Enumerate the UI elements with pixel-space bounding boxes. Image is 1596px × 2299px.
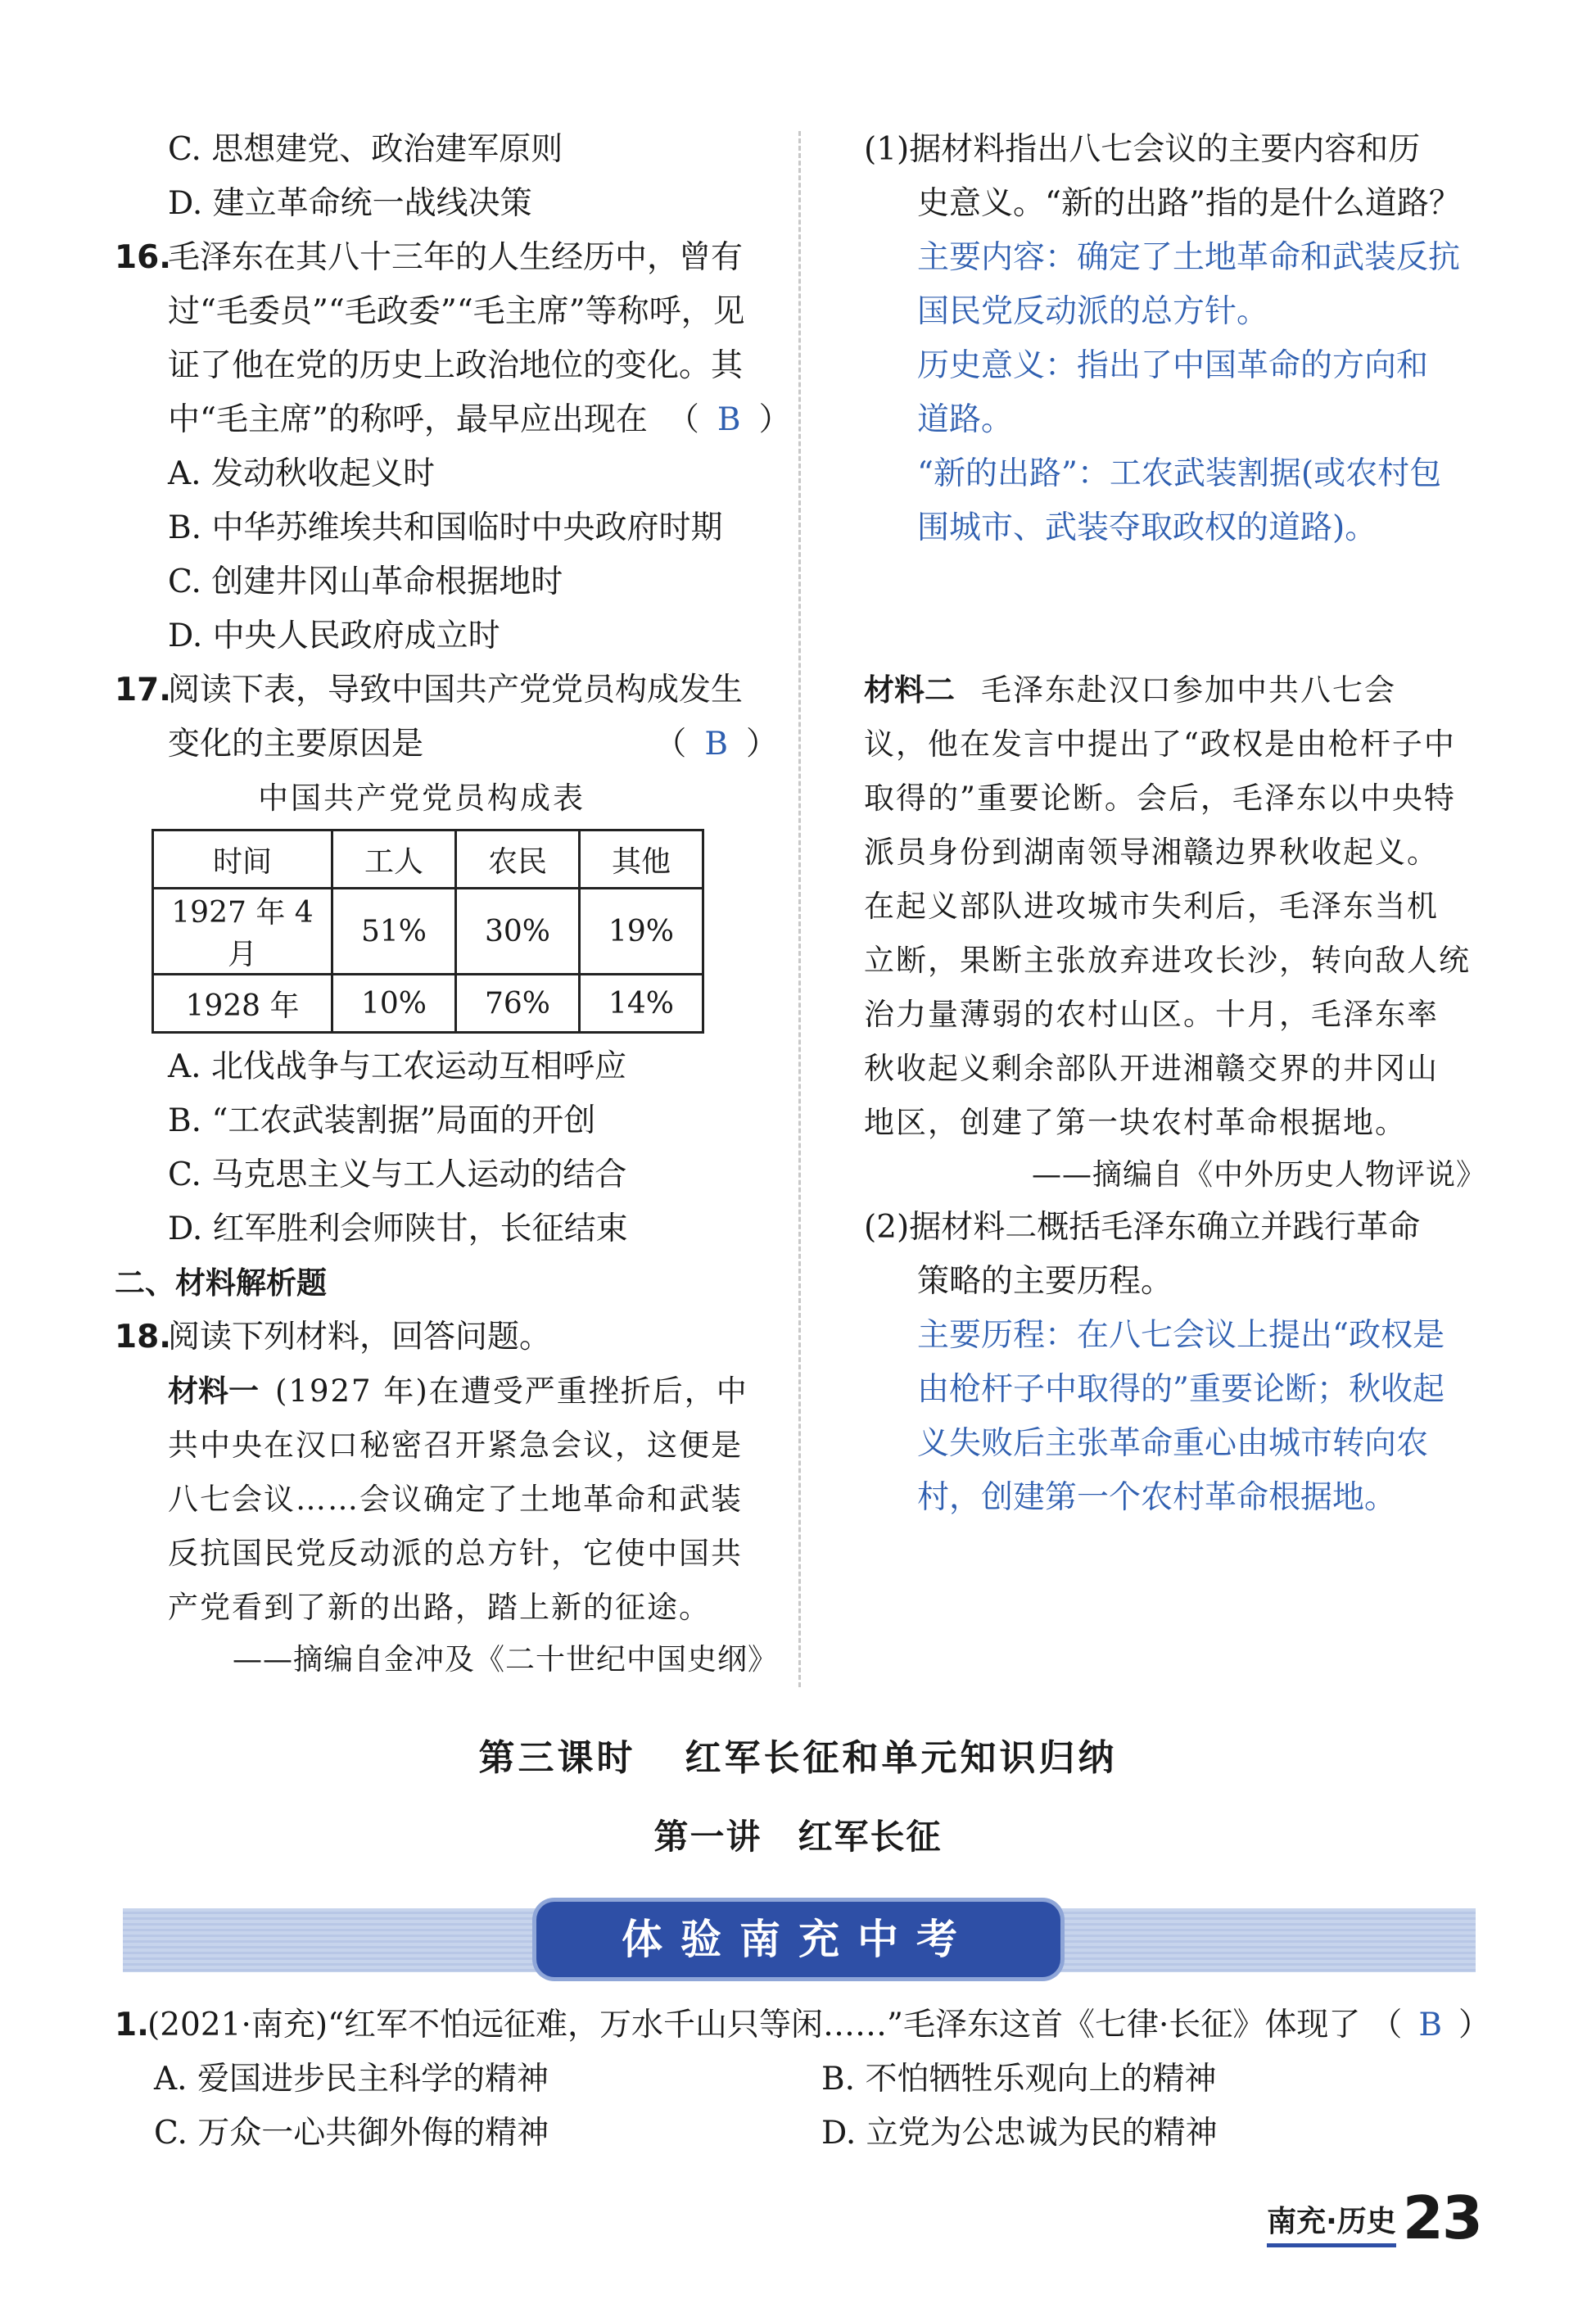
q17-number: 17. xyxy=(115,672,172,708)
sub2-question-line2: 策略的主要历程。 xyxy=(917,1263,1173,1300)
sub2-question-line1: (2)据材料二概括毛泽东确立并践行革命 xyxy=(864,1209,1421,1246)
bq1-option-d: D. 立党为公忠诚为民的精神 xyxy=(821,2115,1218,2152)
lecture-title xyxy=(0,1810,1596,1859)
sub2-answer-line: 主要历程：在八七会议上提出“政权是 xyxy=(917,1317,1445,1354)
section-2 xyxy=(115,1256,778,1686)
right-column xyxy=(864,123,1486,1525)
paren-open: （ xyxy=(1370,2007,1403,2043)
paren-open: （ xyxy=(654,726,687,763)
q18-number: 18. xyxy=(115,1319,172,1355)
bq1-option-b: B. 不怕牺牲乐观向上的精神 xyxy=(821,2061,1217,2098)
q17-option-a: A. 北伐战争与工农运动互相呼应 xyxy=(168,1048,626,1085)
q16-option-a: A. 发动秋收起义时 xyxy=(168,455,435,492)
q16-option-d: D. 中央人民政府成立时 xyxy=(168,618,500,654)
lesson-title-part2: 红军长征和单元知识归纳 xyxy=(685,1737,1118,1779)
footer-label: 南充·历史 xyxy=(1267,2204,1396,2247)
page-footer xyxy=(1267,2184,1481,2252)
table-cell: 1927 年 4 月 xyxy=(153,889,332,975)
table-cell: 19% xyxy=(580,889,703,975)
sub1-answer-line: 历史意义：指出了中国革命的方向和 xyxy=(917,347,1429,384)
q17-text-1: 阅读下表，导致中国共产党党员构成发生 xyxy=(168,672,744,708)
mat2-line: 立断，果断主张放弃进攻长沙，转向敌人统 xyxy=(864,943,1471,978)
q16-text-4: 中“毛主席”的称呼，最早应出现在 xyxy=(168,401,648,438)
q15-option-d: D. 建立革命统一战线决策 xyxy=(168,185,532,222)
q16-stem-line2: 过“毛委员”“毛政委”“毛主席”等称呼，见 xyxy=(168,293,745,330)
sub1-answer-line: 围城市、武装夺取政权的道路)。 xyxy=(917,509,1377,546)
mat2-line: 在起义部队进攻城市失利后，毛泽东当机 xyxy=(864,889,1439,924)
sub1-question-line1: (1)据材料指出八七会议的主要内容和历 xyxy=(864,131,1421,168)
material-1 xyxy=(168,1364,778,1686)
answer-space xyxy=(864,555,1486,663)
paren-close: ） xyxy=(745,726,778,763)
mat2-source: ——摘编自《中外历史人物评说》 xyxy=(1031,1158,1486,1192)
bq1-text: (2021·南充)“红军不怕远征难，万水千山只等闲……”毛泽东这首《七律·长征》体现了 xyxy=(147,2007,1361,2043)
table-header-cell: 农民 xyxy=(456,830,580,889)
table-header-cell: 时间 xyxy=(153,830,332,889)
sub2-answer-line: 村，创建第一个农村革命根据地。 xyxy=(917,1479,1397,1516)
section-banner-text: 体验南充中考 xyxy=(622,1916,975,1963)
table-caption: 中国共产党党员构成表 xyxy=(258,781,586,816)
mat1-text-1: (1927 年)在遭受严重挫折后，中 xyxy=(275,1374,748,1409)
table-cell: 1928 年 xyxy=(153,975,332,1033)
table-row xyxy=(153,889,703,975)
table-row xyxy=(153,975,703,1033)
q17-answer: B xyxy=(704,726,728,763)
table-header-cell: 其他 xyxy=(580,830,703,889)
q17-stem-line2 xyxy=(168,717,778,772)
page-number: 23 xyxy=(1402,2184,1481,2252)
sub1-answer-line: 道路。 xyxy=(917,401,1014,438)
q16-number: 16. xyxy=(115,239,172,276)
q16-stem-line3: 证了他在党的历史上政治地位的变化。其 xyxy=(168,347,744,384)
bq1-stem-text xyxy=(115,1998,1360,2052)
q16-stem-line1 xyxy=(115,231,778,285)
bq1-number: 1. xyxy=(115,2007,149,2043)
lecture-title-part2: 红军长征 xyxy=(798,1817,943,1857)
mat1-source: ——摘编自金冲及《二十世纪中国史纲》 xyxy=(232,1643,778,1677)
q17-option-b: B. “工农武装割据”局面的开创 xyxy=(168,1102,596,1139)
q16-stem-line4 xyxy=(168,393,791,447)
question-16 xyxy=(115,231,791,663)
mat1-line2: 共中央在汉口秘密召开紧急会议，这便是 xyxy=(168,1428,743,1463)
mat2-line: 议，他在发言中提出了“政权是由枪杆子中 xyxy=(864,726,1456,762)
section-heading: 二、材料解析题 xyxy=(115,1265,327,1301)
sub1-answer-line: 国民党反动派的总方针。 xyxy=(917,293,1269,330)
bq1-answer: B xyxy=(1418,2007,1442,2043)
sub1-answer-line: 主要内容：确定了土地革命和武装反抗 xyxy=(917,239,1461,276)
q17-stem-line1 xyxy=(115,663,778,717)
table-cell: 76% xyxy=(456,975,580,1033)
q17-text-2: 变化的主要原因是 xyxy=(168,726,424,763)
mat1-line1 xyxy=(168,1364,778,1419)
bq1-option-a: A. 爱国进步民主科学的精神 xyxy=(154,2061,549,2098)
q17-option-d: D. 红军胜利会师陕甘，长征结束 xyxy=(168,1211,628,1247)
table-cell: 51% xyxy=(332,889,456,975)
table-cell: 14% xyxy=(580,975,703,1033)
q17-option-c: C. 马克思主义与工人运动的结合 xyxy=(168,1156,627,1193)
mat1-label: 材料一 xyxy=(168,1374,259,1409)
lesson-title xyxy=(0,1728,1596,1781)
mat2-line: 治力量薄弱的农村山区。十月，毛泽东率 xyxy=(864,997,1439,1032)
mat2-line: 取得的”重要论断。会后，毛泽东以中央特 xyxy=(864,781,1456,816)
paren-open: （ xyxy=(667,401,699,438)
q18-stem xyxy=(115,1310,778,1364)
bottom-question-1 xyxy=(115,1998,1490,2161)
bq1-answer-box xyxy=(1370,1998,1490,2052)
q16-answer-box xyxy=(667,393,791,447)
table-cell: 10% xyxy=(332,975,456,1033)
mat2-line: 地区，创建了第一块农村革命根据地。 xyxy=(864,1105,1407,1140)
q15-option-c: C. 思想建党、政治建军原则 xyxy=(168,131,563,168)
material-2 xyxy=(864,663,1486,1201)
q16-option-b: B. 中华苏维埃共和国临时中央政府时期 xyxy=(168,509,723,546)
paren-close: ） xyxy=(758,401,791,438)
mat1-line4: 反抗国民党反动派的总方针，它使中国共 xyxy=(168,1536,743,1571)
table-header-row xyxy=(153,830,703,889)
q18-text: 阅读下列材料，回答问题。 xyxy=(168,1319,552,1355)
mat2-line: 秋收起义剩余部队开进湘赣交界的井冈山 xyxy=(864,1051,1439,1086)
mat2-line: 派员身份到湖南领导湘赣边界秋收起义。 xyxy=(864,835,1439,870)
lecture-title-part1: 第一讲 xyxy=(653,1817,762,1857)
table-header-cell: 工人 xyxy=(332,830,456,889)
sub1-question-line2: 史意义。“新的出路”指的是什么道路？ xyxy=(917,185,1461,222)
lesson-title-part1: 第三课时 xyxy=(478,1737,636,1779)
party-member-table xyxy=(151,829,704,1034)
mat2-label: 材料二 xyxy=(864,672,955,708)
mat1-line3: 八七会议……会议确定了土地革命和武装 xyxy=(168,1482,743,1517)
paren-close: ） xyxy=(1458,2007,1490,2043)
q16-text-1: 毛泽东在其八十三年的人生经历中，曾有 xyxy=(168,239,744,276)
q17-answer-box xyxy=(654,717,778,772)
table-cell: 30% xyxy=(456,889,580,975)
sub1-answer-line: “新的出路”：工农武装割据(或农村包 xyxy=(917,455,1442,492)
column-divider xyxy=(798,131,801,1687)
mat1-line5: 产党看到了新的出路，踏上新的征途。 xyxy=(168,1590,711,1625)
sub2-answer-line: 义失败后主张革命重心由城市转向农 xyxy=(917,1425,1429,1462)
bq1-option-c: C. 万众一心共御外侮的精神 xyxy=(154,2115,549,2152)
question-17 xyxy=(115,663,778,1256)
q16-option-c: C. 创建井冈山革命根据地时 xyxy=(168,563,563,600)
mat2-line1 xyxy=(864,663,1486,717)
q16-answer: B xyxy=(717,401,741,438)
sub2-answer-line: 由枪杆子中取得的”重要论断；秋收起 xyxy=(917,1371,1445,1408)
mat2-text-1: 毛泽东赴汉口参加中共八七会 xyxy=(981,672,1396,708)
bq1-options-row2 xyxy=(115,2107,1490,2161)
bq1-options-row1 xyxy=(115,2052,1490,2107)
left-column xyxy=(115,123,791,1686)
bq1-stem xyxy=(115,1998,1490,2052)
